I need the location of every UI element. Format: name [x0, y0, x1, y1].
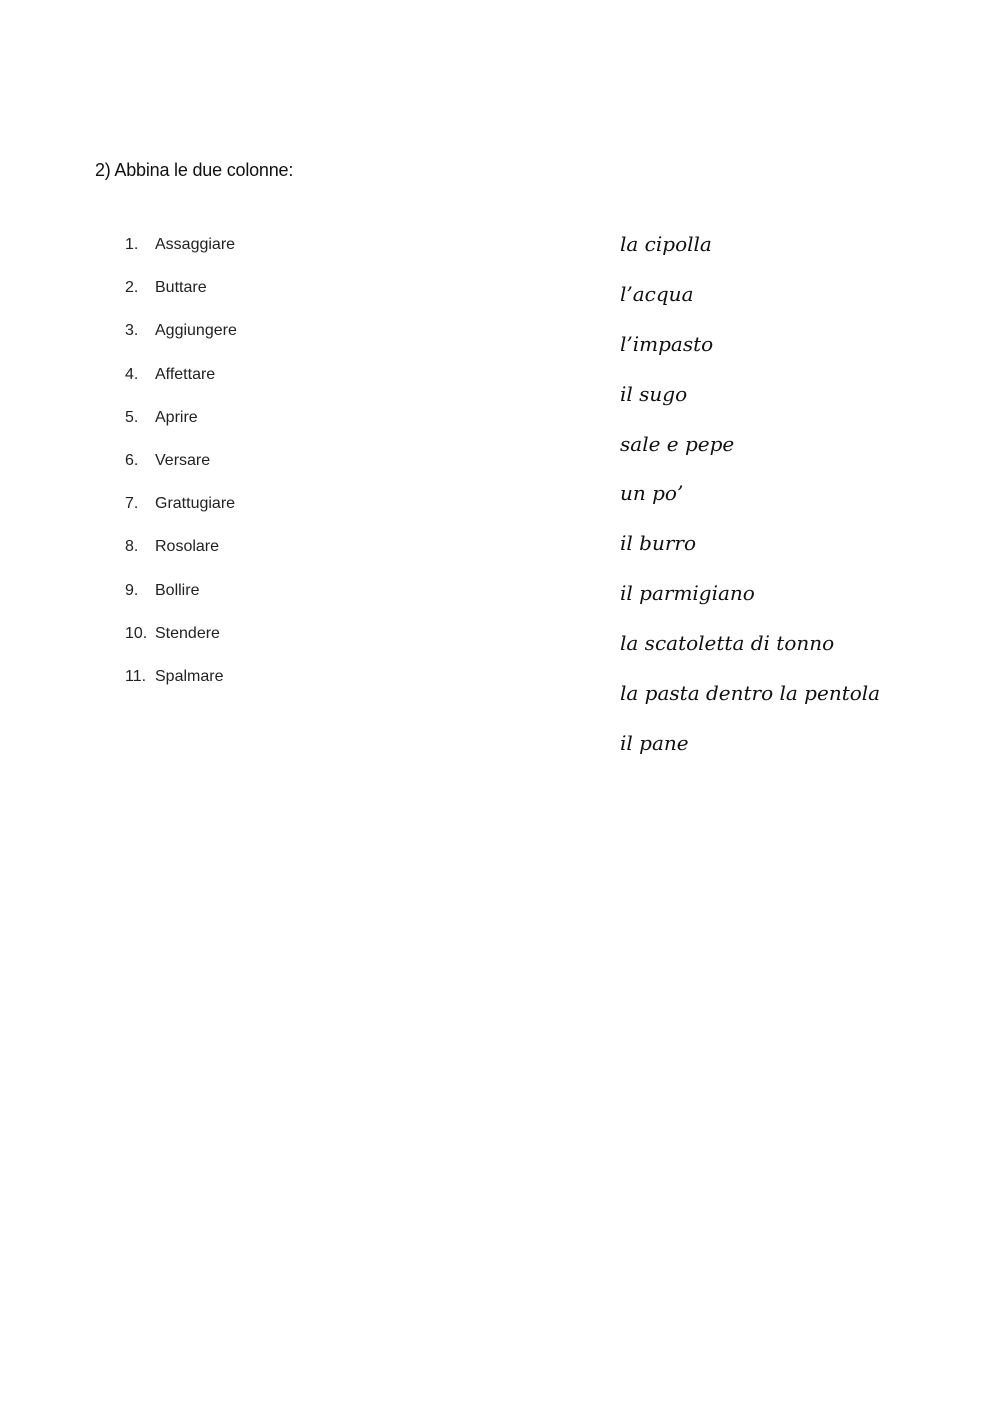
noun-item: la scatoletta di tonno	[620, 631, 835, 656]
item-number: 4.	[125, 365, 139, 383]
verb-item	[125, 538, 237, 581]
verb-text: Buttare	[155, 279, 207, 297]
noun-item: la cipolla	[620, 232, 712, 256]
verb-text: Spalmare	[155, 667, 224, 685]
nouns-column	[620, 232, 880, 781]
verb-text: Rosolare	[155, 538, 220, 556]
item-number: 11.	[125, 667, 147, 685]
verb-text: Bollire	[155, 581, 200, 599]
verb-item	[125, 236, 237, 279]
verb-text: Affettare	[155, 365, 216, 383]
item-number: 1.	[125, 236, 139, 253]
item-number: 10.	[125, 624, 148, 642]
item-number: 9.	[125, 581, 139, 599]
item-number: 5.	[125, 408, 139, 426]
noun-item: un po’	[620, 481, 684, 506]
noun-item: il burro	[620, 531, 696, 556]
verb-text: Aggiungere	[155, 322, 237, 340]
noun-item: l’impasto	[620, 331, 714, 356]
verb-text: Grattugiare	[155, 495, 236, 513]
verb-item	[125, 495, 237, 538]
verb-item	[125, 366, 237, 409]
verb-item	[125, 668, 237, 711]
noun-item: sale e pepe	[620, 431, 735, 456]
verb-text: Aprire	[155, 408, 198, 426]
verb-text: Assaggiare	[155, 236, 236, 253]
item-number: 7.	[125, 495, 139, 513]
verb-item	[125, 409, 237, 452]
verb-text: Versare	[155, 451, 211, 469]
noun-item: l’acqua	[620, 281, 694, 306]
verb-item	[125, 625, 237, 668]
exercise-heading: 2) Abbina le due colonne:	[95, 160, 294, 180]
verb-text: Stendere	[155, 624, 220, 642]
noun-item: il sugo	[620, 381, 688, 406]
item-number: 2.	[125, 279, 139, 297]
item-number: 3.	[125, 322, 139, 340]
verb-item	[125, 279, 237, 322]
verb-item	[125, 582, 237, 625]
verb-item	[125, 322, 237, 365]
noun-item: il parmigiano	[620, 581, 755, 606]
noun-item: il pane	[620, 730, 689, 755]
verbs-column	[125, 236, 237, 711]
item-number: 8.	[125, 538, 139, 556]
noun-item: la pasta dentro la pentola	[620, 681, 881, 706]
item-number: 6.	[125, 451, 139, 469]
verb-item	[125, 452, 237, 495]
